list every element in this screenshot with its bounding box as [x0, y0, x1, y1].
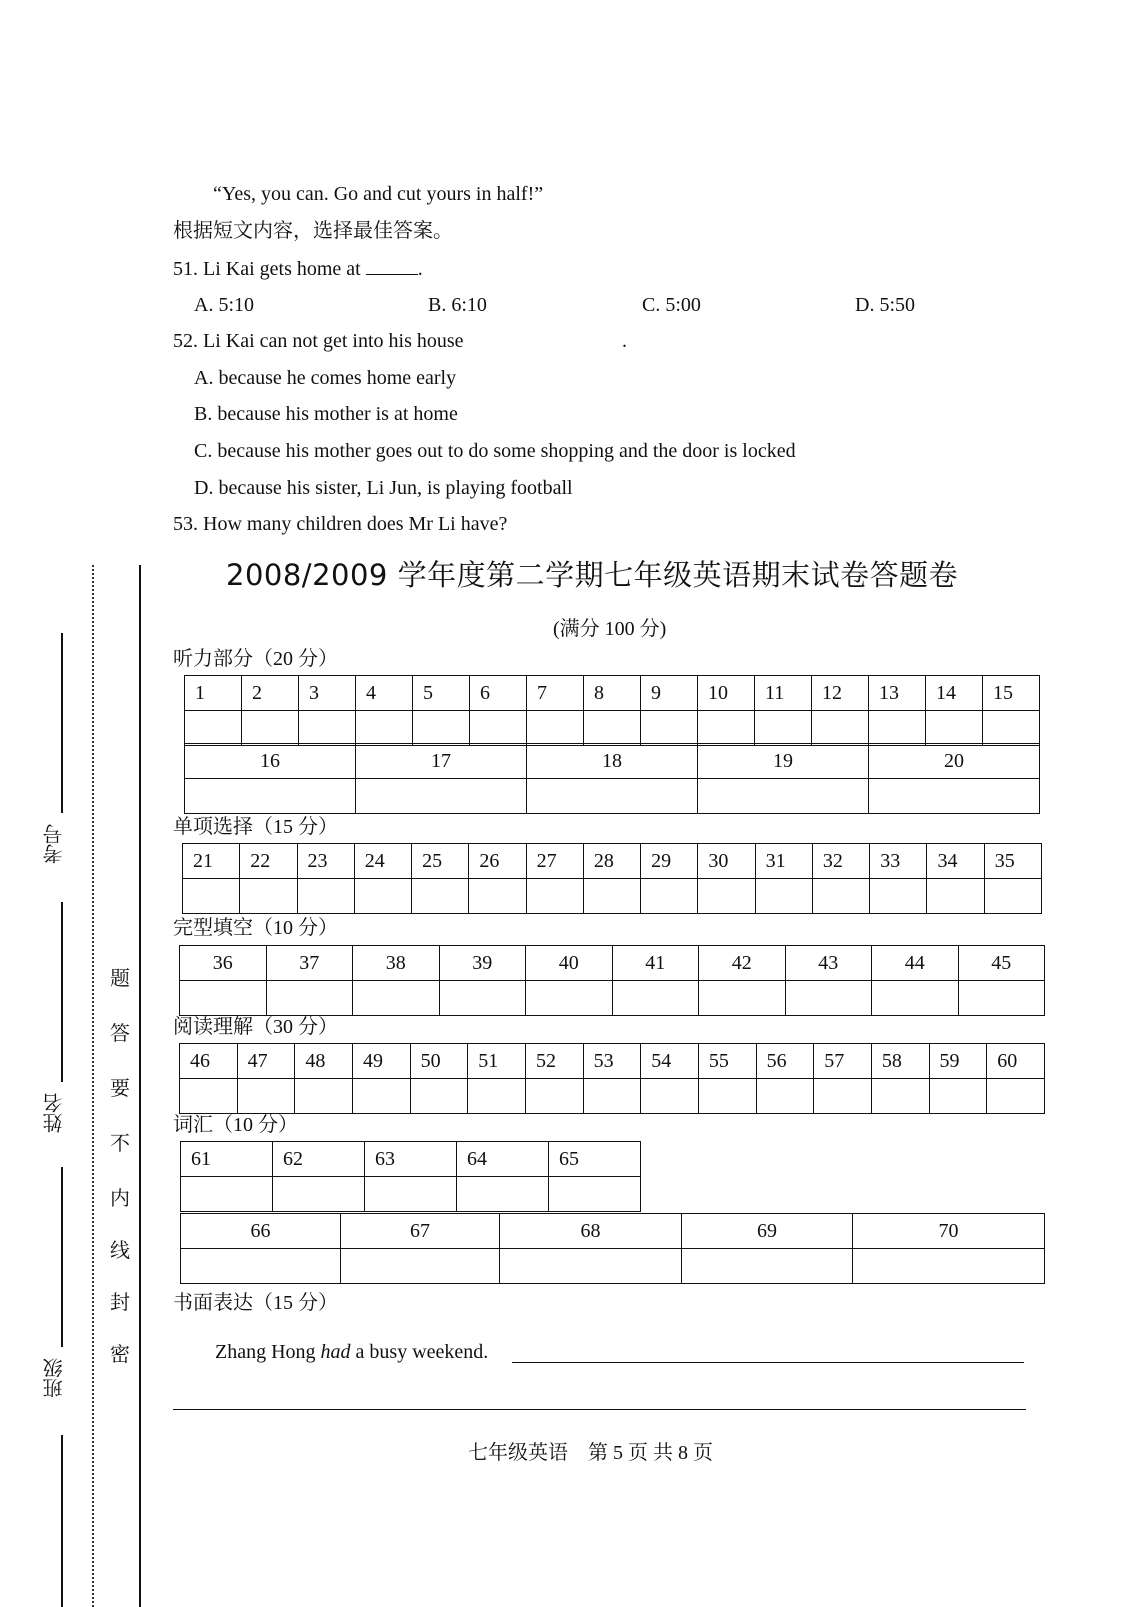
answer-cell[interactable]: [525, 1079, 583, 1114]
answer-cell[interactable]: [470, 711, 527, 746]
answer-cell[interactable]: [584, 711, 641, 746]
question-52-stem: 52. Li Kai can not get into his house: [173, 330, 464, 352]
answer-cell[interactable]: [469, 879, 526, 914]
question-51-end: .: [417, 258, 423, 280]
answer-cell[interactable]: [699, 981, 786, 1016]
answer-cell[interactable]: [299, 711, 356, 746]
question-number: 70: [853, 1214, 1045, 1249]
answer-cell[interactable]: [641, 1079, 699, 1114]
question-number: 52: [525, 1044, 583, 1079]
answer-row: [181, 1177, 641, 1212]
answer-cell[interactable]: [755, 711, 812, 746]
answer-cell[interactable]: [240, 879, 297, 914]
seal-char: 不: [110, 1133, 130, 1155]
q51-option-c: C. 5:00: [642, 294, 701, 316]
answer-row: [181, 1249, 1045, 1284]
question-number: 18: [527, 744, 698, 779]
question-number: 42: [699, 946, 786, 981]
question-number: 65: [549, 1142, 641, 1177]
answer-cell[interactable]: [297, 879, 354, 914]
answer-sheet-title: 2008/2009 学年度第二学期七年级英语期末试卷答题卷: [226, 558, 959, 592]
answer-cell[interactable]: [242, 711, 299, 746]
answer-cell[interactable]: [500, 1249, 682, 1284]
writing-prompt-start: Zhang Hong: [215, 1341, 321, 1363]
perforation-line: [92, 565, 94, 1607]
instruction: 根据短文内容，选择最佳答案。: [173, 220, 453, 242]
answer-cell[interactable]: [698, 779, 869, 814]
q51-option-b: B. 6:10: [428, 294, 487, 316]
answer-cell[interactable]: [869, 779, 1040, 814]
question-number: 34: [927, 844, 984, 879]
exam-number-line: [61, 633, 63, 813]
question-51: [173, 256, 423, 281]
question-number: 55: [698, 1044, 756, 1079]
answer-cell[interactable]: [698, 879, 755, 914]
question-number: 32: [812, 844, 869, 879]
answer-cell[interactable]: [869, 711, 926, 746]
question-number: 37: [266, 946, 353, 981]
question-number: 19: [698, 744, 869, 779]
answer-cell[interactable]: [273, 1177, 365, 1212]
name-line: [61, 902, 63, 1082]
answer-cell[interactable]: [983, 711, 1040, 746]
answer-cell[interactable]: [353, 981, 440, 1016]
story-last-line: “Yes, you can. Go and cut yours in half!”: [213, 183, 544, 205]
seal-char: 要: [110, 1078, 130, 1100]
question-number: 25: [412, 844, 469, 879]
answer-cell[interactable]: [853, 1249, 1045, 1284]
question-number: 69: [682, 1214, 853, 1249]
number-row: [181, 1142, 641, 1177]
question-number: 15: [983, 676, 1040, 711]
answer-cell[interactable]: [527, 711, 584, 746]
cloze-grid: [179, 945, 1045, 1016]
question-number: 64: [457, 1142, 549, 1177]
q52-option-d: D. because his sister, Li Jun, is playing football: [194, 477, 573, 499]
answer-cell[interactable]: [870, 879, 927, 914]
answer-cell[interactable]: [526, 981, 613, 1016]
number-row: [185, 676, 1040, 711]
answer-cell[interactable]: [984, 879, 1041, 914]
question-number: 29: [641, 844, 698, 879]
answer-blank: [366, 256, 418, 275]
question-number: 13: [869, 676, 926, 711]
listening-grid-2: [184, 743, 1040, 814]
class-label: 班级: [44, 1358, 66, 1398]
answer-cell[interactable]: [410, 1079, 468, 1114]
seal-char: 答: [110, 1023, 130, 1045]
question-number: 68: [500, 1214, 682, 1249]
question-number: 58: [871, 1044, 929, 1079]
answer-cell[interactable]: [365, 1177, 457, 1212]
answer-cell[interactable]: [413, 711, 470, 746]
seal-char: 线: [110, 1240, 130, 1262]
number-row: [185, 744, 1040, 779]
question-number: 26: [469, 844, 526, 879]
number-row: [183, 844, 1042, 879]
question-number: 45: [958, 946, 1045, 981]
section-label-reading: 阅读理解（30 分）: [173, 1016, 338, 1038]
exam-number-label: 考号: [44, 824, 66, 864]
question-number: 35: [984, 844, 1041, 879]
question-number: 47: [237, 1044, 295, 1079]
vocab-grid-1: [180, 1141, 641, 1212]
answer-cell[interactable]: [871, 1079, 929, 1114]
answer-cell[interactable]: [698, 1079, 756, 1114]
answer-row: [180, 1079, 1045, 1114]
question-51-stem: 51. Li Kai gets home at: [173, 258, 366, 280]
answer-cell[interactable]: [527, 779, 698, 814]
question-number: 67: [341, 1214, 500, 1249]
answer-cell[interactable]: [682, 1249, 853, 1284]
bottom-margin-line: [61, 1435, 63, 1607]
answer-cell[interactable]: [341, 1249, 500, 1284]
question-number: 43: [785, 946, 872, 981]
binding-line: [139, 565, 141, 1607]
question-number: 53: [583, 1044, 641, 1079]
question-number: 49: [352, 1044, 410, 1079]
question-number: 23: [297, 844, 354, 879]
q52-option-b: B. because his mother is at home: [194, 403, 458, 425]
question-number: 66: [181, 1214, 341, 1249]
question-number: 5: [413, 676, 470, 711]
question-number: 50: [410, 1044, 468, 1079]
answer-cell[interactable]: [356, 779, 527, 814]
question-number: 21: [183, 844, 240, 879]
question-number: 61: [181, 1142, 273, 1177]
q52-option-c: C. because his mother goes out to do some shopping and the door is locked: [194, 440, 796, 462]
question-number: 20: [869, 744, 1040, 779]
answer-cell[interactable]: [987, 1079, 1045, 1114]
full-score: (满分 100 分): [553, 618, 667, 640]
answer-row: [185, 711, 1040, 746]
seal-char: 内: [110, 1188, 130, 1210]
answer-cell[interactable]: [237, 1079, 295, 1114]
page-footer: 七年级英语 第 5 页 共 8 页: [468, 1442, 713, 1464]
question-number: 54: [641, 1044, 699, 1079]
answer-cell[interactable]: [612, 981, 699, 1016]
question-number: 57: [814, 1044, 872, 1079]
seal-char: 封: [110, 1292, 130, 1314]
answer-cell[interactable]: [641, 711, 698, 746]
vocab-grid-2: [180, 1213, 1045, 1284]
answer-cell[interactable]: [929, 1079, 987, 1114]
answer-cell[interactable]: [354, 879, 411, 914]
answer-cell[interactable]: [457, 1177, 549, 1212]
answer-cell[interactable]: [439, 981, 526, 1016]
question-number: 6: [470, 676, 527, 711]
question-number: 31: [755, 844, 812, 879]
question-number: 40: [526, 946, 613, 981]
answer-cell[interactable]: [812, 711, 869, 746]
question-number: 7: [527, 676, 584, 711]
writing-prompt-end: a busy weekend.: [350, 1341, 489, 1363]
answer-cell[interactable]: [814, 1079, 872, 1114]
question-53: 53. How many children does Mr Li have?: [173, 513, 508, 535]
name-label: 姓名: [44, 1093, 66, 1133]
question-number: 28: [583, 844, 640, 879]
question-number: 12: [812, 676, 869, 711]
section-label-choice: 单项选择（15 分）: [173, 816, 338, 838]
q51-option-a: A. 5:10: [194, 294, 254, 316]
answer-row: [185, 779, 1040, 814]
question-number: 39: [439, 946, 526, 981]
question-number: 62: [273, 1142, 365, 1177]
answer-cell[interactable]: [412, 879, 469, 914]
answer-cell[interactable]: [183, 879, 240, 914]
answer-cell[interactable]: [266, 981, 353, 1016]
question-number: 16: [185, 744, 356, 779]
question-number: 4: [356, 676, 413, 711]
q51-option-d: D. 5:50: [855, 294, 915, 316]
class-line: [61, 1167, 63, 1347]
question-number: 41: [612, 946, 699, 981]
number-row: [181, 1214, 1045, 1249]
section-label-vocab: 词汇（10 分）: [173, 1114, 298, 1136]
answer-cell[interactable]: [549, 1177, 641, 1212]
section-label-writing: 书面表达（15 分）: [173, 1292, 338, 1314]
question-number: 22: [240, 844, 297, 879]
question-number: 8: [584, 676, 641, 711]
question-number: 36: [180, 946, 267, 981]
question-number: 9: [641, 676, 698, 711]
answer-cell[interactable]: [468, 1079, 526, 1114]
choice-grid: [182, 843, 1042, 914]
answer-cell[interactable]: [295, 1079, 353, 1114]
writing-prompt: [215, 1340, 488, 1364]
answer-cell[interactable]: [526, 879, 583, 914]
section-label-listening: 听力部分（20 分）: [173, 648, 338, 670]
answer-cell[interactable]: [181, 1177, 273, 1212]
answer-cell[interactable]: [352, 1079, 410, 1114]
writing-prompt-emphasis: had: [320, 1341, 351, 1363]
question-number: 56: [756, 1044, 814, 1079]
answer-cell[interactable]: [583, 879, 640, 914]
answer-cell[interactable]: [755, 879, 812, 914]
question-number: 24: [354, 844, 411, 879]
question-number: 1: [185, 676, 242, 711]
answer-row: [180, 981, 1045, 1016]
answer-cell[interactable]: [698, 711, 755, 746]
question-number: 48: [295, 1044, 353, 1079]
answer-cell[interactable]: [958, 981, 1045, 1016]
answer-cell[interactable]: [356, 711, 413, 746]
listening-grid-1: [184, 675, 1040, 746]
answer-cell[interactable]: [185, 711, 242, 746]
number-row: [180, 1044, 1045, 1079]
question-number: 17: [356, 744, 527, 779]
answer-row: [183, 879, 1042, 914]
question-number: 3: [299, 676, 356, 711]
question-number: 10: [698, 676, 755, 711]
answer-cell[interactable]: [185, 779, 356, 814]
answer-cell[interactable]: [180, 1079, 238, 1114]
question-number: 2: [242, 676, 299, 711]
question-number: 33: [870, 844, 927, 879]
number-row: [180, 946, 1045, 981]
question-number: 14: [926, 676, 983, 711]
answer-cell[interactable]: [872, 981, 959, 1016]
answer-cell[interactable]: [641, 879, 698, 914]
seal-char: 密: [110, 1344, 130, 1366]
question-number: 51: [468, 1044, 526, 1079]
question-number: 38: [353, 946, 440, 981]
answer-cell[interactable]: [812, 879, 869, 914]
question-number: 27: [526, 844, 583, 879]
answer-cell[interactable]: [756, 1079, 814, 1114]
writing-line[interactable]: [512, 1362, 1024, 1363]
answer-cell[interactable]: [785, 981, 872, 1016]
answer-cell[interactable]: [583, 1079, 641, 1114]
writing-line[interactable]: [173, 1409, 1026, 1410]
reading-grid: [179, 1043, 1045, 1114]
seal-char: 题: [110, 968, 130, 990]
question-number: 46: [180, 1044, 238, 1079]
question-number: 60: [987, 1044, 1045, 1079]
question-52-end: .: [622, 330, 627, 352]
q52-option-a: A. because he comes home early: [194, 367, 457, 389]
answer-cell[interactable]: [180, 981, 267, 1016]
answer-cell[interactable]: [927, 879, 984, 914]
question-number: 11: [755, 676, 812, 711]
question-number: 63: [365, 1142, 457, 1177]
question-number: 30: [698, 844, 755, 879]
answer-cell[interactable]: [926, 711, 983, 746]
question-number: 59: [929, 1044, 987, 1079]
question-number: 44: [872, 946, 959, 981]
answer-cell[interactable]: [181, 1249, 341, 1284]
section-label-cloze: 完型填空（10 分）: [173, 917, 338, 939]
